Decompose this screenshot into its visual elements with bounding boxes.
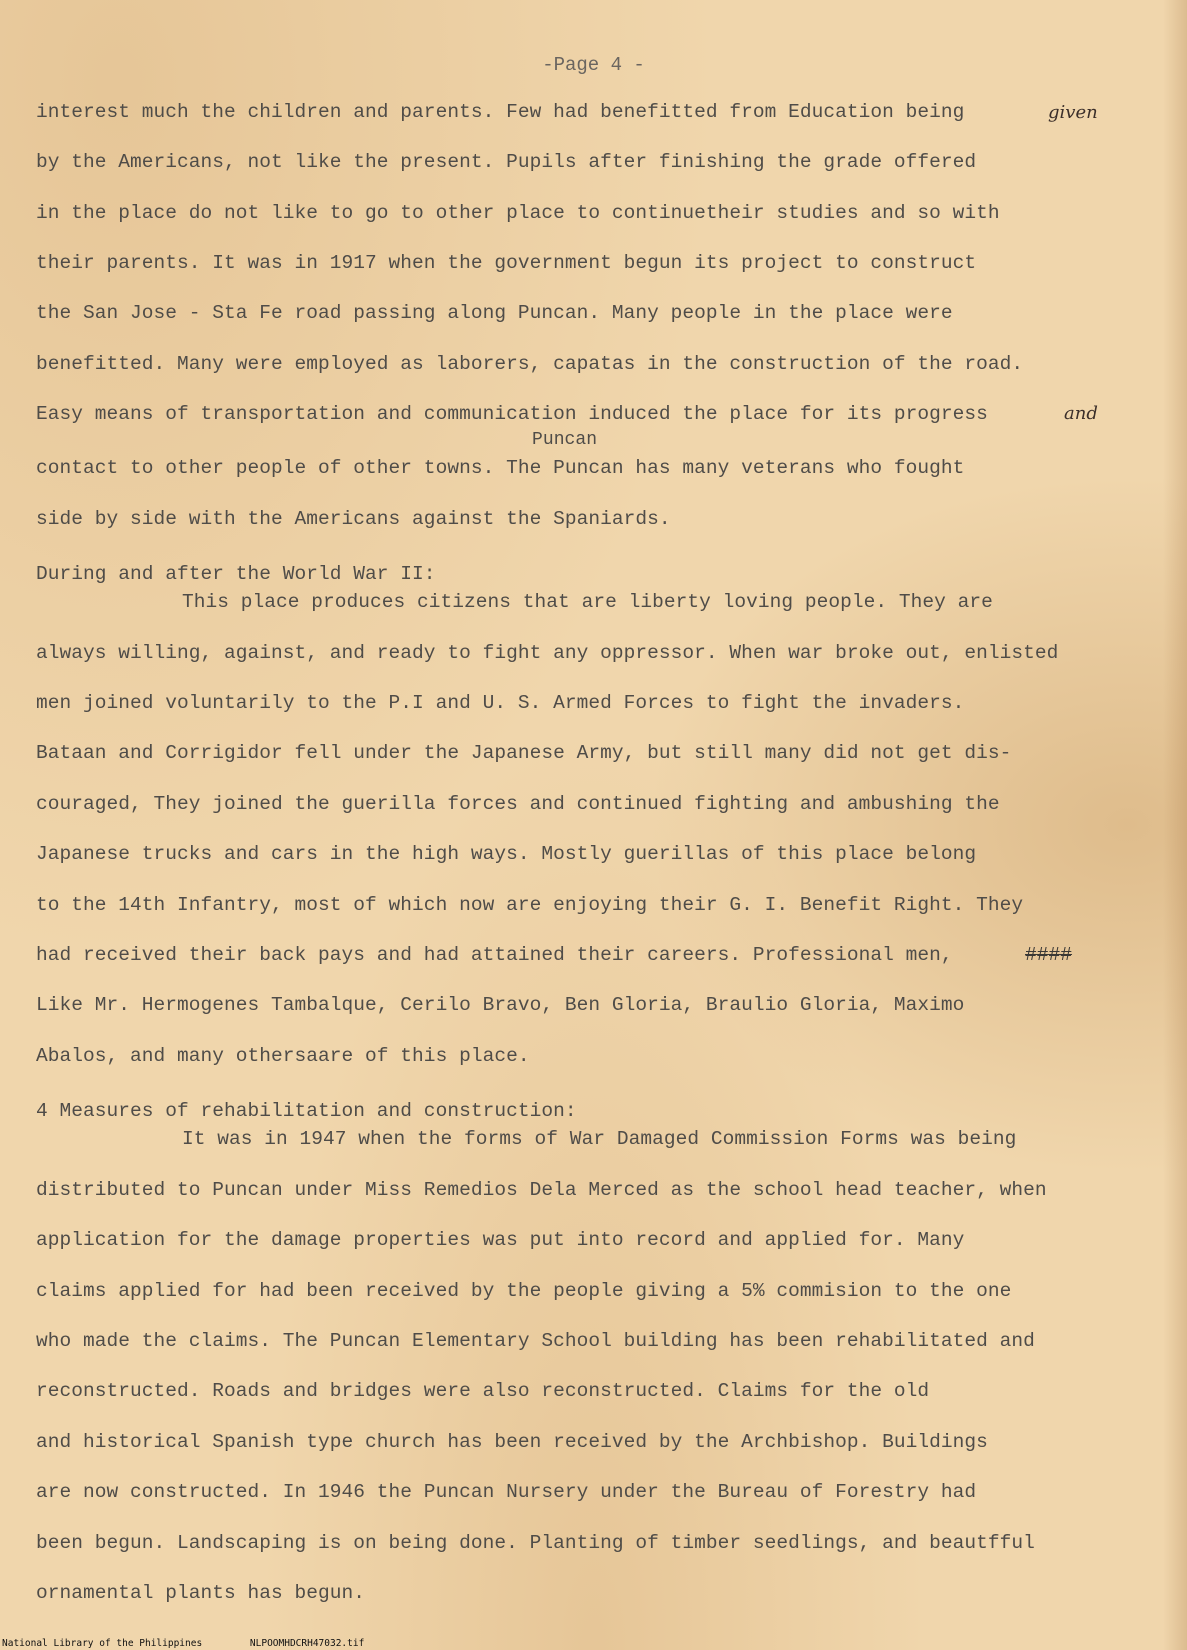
text-line: in the place do not like to go to other place to continuetheir studies and so with [36,202,1000,224]
text-line: distributed to Puncan under Miss Remedios Dela Merced as the school head teacher, when [36,1179,1047,1201]
text-line: reconstructed. Roads and bridges were also reconstructed. Claims for the old [36,1380,930,1402]
text-line: their parents. It was in 1917 when the government begun its project to construct [36,252,977,274]
text-line: to the 14th Infantry, most of which now are enjoying their G. I. Benefit Right. They [36,894,1024,916]
library-credit: National Library of the Philippines [2,1638,203,1649]
text-line: interest much the children and parents. Few had benefitted from Education being [36,101,965,123]
text-line: Japanese trucks and cars in the high ways. Mostly guerillas of this place belong [36,843,977,865]
text-line: Easy means of transportation and communication induced the place for its progress [36,403,988,425]
text-line: Abalos, and many othersaare of this place. [36,1045,530,1067]
file-identifier: NLPOOMHDCRH47032.tif [249,1638,365,1649]
crossed-out-text: #### [1025,944,1073,966]
text-line: contact to other people of other towns. The Puncan has many veterans who fought [36,457,965,479]
text-line: by the Americans, not like the present. Pupils after finishing the grade offered [36,151,977,173]
text-line: been begun. Landscaping is on being done. Planting of timber seedlings, and beautfful [36,1532,1035,1554]
text-line: couraged, They joined the guerilla forces and continued fighting and ambushing the [36,793,1000,815]
text-line: ornamental plants has begun. [36,1582,366,1604]
text-line: the San Jose - Sta Fe road passing along Puncan. Many people in the place were [36,302,953,324]
handwritten-annotation: given [1048,102,1098,123]
text-line: This place produces citizens that are liberty loving people. They are [182,591,993,613]
text-line: application for the damage properties was put into record and applied for. Many [36,1229,965,1251]
text-line: Bataan and Corrigidor fell under the Japanese Army, but still many did not get dis- [36,742,1012,764]
text-line: men joined voluntarily to the P.I and U. S. Armed Forces to fight the invaders. [36,692,965,714]
text-line: It was in 1947 when the forms of War Damaged Commission Forms was being [182,1128,1017,1150]
text-line: claims applied for had been received by the people giving a 5% commision to the one [36,1280,1012,1302]
text-line: benefitted. Many were employed as laborers, capatas in the construction of the road. [36,353,1024,375]
text-line: who made the claims. The Puncan Elementary School building has been rehabilitated and [36,1330,1035,1352]
inserted-word: Puncan [532,430,598,450]
section-heading: During and after the World War II: [36,563,436,585]
scan-footer [2,1638,406,1649]
text-line: had received their back pays and had attained their careers. Professional men, [36,944,953,966]
handwritten-annotation: and [1064,403,1098,424]
text-line: always willing, against, and ready to fight any oppressor. When war broke out, enlisted [36,642,1059,664]
page-edge-shadow [1163,0,1187,1650]
text-line: side by side with the Americans against the Spaniards. [36,508,671,530]
text-line: Like Mr. Hermogenes Tambalque, Cerilo Bravo, Ben Gloria, Braulio Gloria, Maximo [36,994,965,1016]
text-line: are now constructed. In 1946 the Puncan Nursery under the Bureau of Forestry had [36,1481,977,1503]
section-heading: 4 Measures of rehabilitation and construction: [36,1100,577,1122]
page-number-header: -Page 4 - [542,54,645,76]
text-line: and historical Spanish type church has been received by the Archbishop. Buildings [36,1431,988,1453]
